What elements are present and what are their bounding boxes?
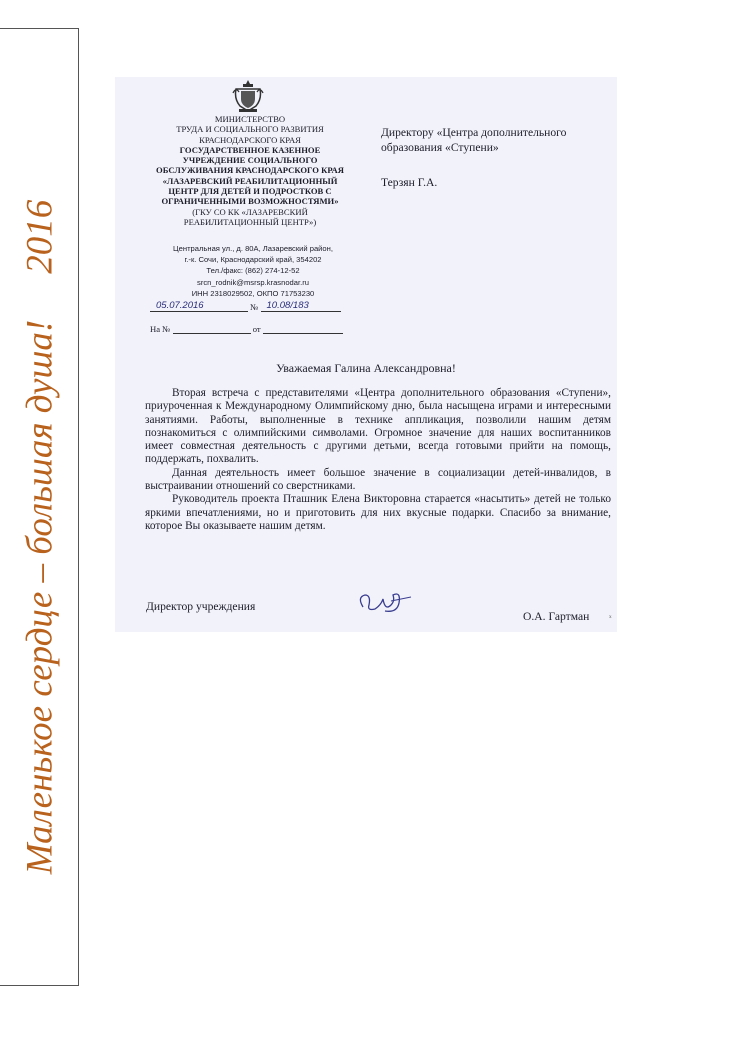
org-line: РЕАБИЛИТАЦИОННЫЙ ЦЕНТР») bbox=[183, 216, 317, 227]
signatory-name: О.А. Гартман bbox=[523, 610, 590, 623]
side-banner-slogan: Маленькое сердце – большая душа! bbox=[19, 319, 61, 875]
contact-line: Тел./факс: (862) 274-12-52 bbox=[206, 266, 300, 276]
org-line: МИНИСТЕРСТВО bbox=[214, 114, 286, 124]
reference-line bbox=[150, 323, 370, 334]
salutation: Уважаемая Галина Александровна! bbox=[276, 361, 456, 375]
paragraph: Руководитель проекта Пташник Елена Викторовна старается «насытить» детей не только яркими впечатлениями, но и приготовить для них вкусные подарки. Спасибо за внимание, которое Вы оказываете нашим детям. bbox=[145, 493, 611, 532]
contact-line: Центральная ул., д. 80А, Лазаревский район, bbox=[173, 244, 333, 253]
coat-of-arms-icon bbox=[232, 79, 264, 113]
org-line: «ЛАЗАРЕВСКИЙ РЕАБИЛИТАЦИОННЫЙ bbox=[162, 175, 338, 186]
addressee-name: Терзян Г.А. bbox=[381, 176, 438, 189]
reg-number-label: № bbox=[250, 302, 259, 312]
letter-body bbox=[145, 387, 611, 533]
org-line: УЧРЕЖДЕНИЕ СОЦИАЛЬНОГО bbox=[182, 155, 318, 166]
signatory-title: Директор учреждения bbox=[146, 600, 256, 613]
org-line: КРАСНОДАРСКОГО КРАЯ bbox=[199, 134, 301, 145]
handwritten-signature bbox=[355, 587, 415, 617]
reg-number: 10.08/183 bbox=[266, 300, 309, 311]
addressee-line: Директору «Центра дополнительного bbox=[381, 126, 567, 139]
org-line: ЦЕНТР ДЛЯ ДЕТЕЙ И ПОДРОСТКОВ С bbox=[168, 186, 332, 197]
addressee-block bbox=[381, 125, 566, 190]
reg-number-field bbox=[261, 300, 341, 312]
scanned-letter bbox=[115, 77, 617, 632]
org-line: ОБСЛУЖИВАНИЯ КРАСНОДАРСКОГО КРАЯ bbox=[156, 165, 344, 176]
side-banner bbox=[0, 28, 79, 986]
contact-line: srcn_rodnik@msrsp.krasnodar.ru bbox=[197, 277, 309, 287]
registration-line bbox=[150, 300, 360, 312]
scan-mark: ₓ bbox=[609, 609, 612, 619]
reg-date-field bbox=[150, 300, 248, 312]
organization-header bbox=[155, 114, 345, 227]
ref-date-field bbox=[263, 323, 343, 334]
paragraph: Данная деятельность имеет большое значение в социализации детей-инвалидов, в выстраивании отношений со сверстниками. bbox=[145, 466, 611, 493]
side-banner-text bbox=[19, 200, 62, 874]
reg-date: 05.07.2016 bbox=[156, 300, 204, 311]
org-line: (ГКУ СО КК «ЛАЗАРЕВСКИЙ bbox=[192, 206, 308, 217]
org-line: ГОСУДАРСТВЕННОЕ КАЗЕННОЕ bbox=[179, 144, 321, 155]
org-line: ТРУДА И СОЦИАЛЬНОГО РАЗВИТИЯ bbox=[176, 124, 324, 135]
side-banner-year: 2016 bbox=[19, 199, 61, 274]
org-line: ОГРАНИЧЕННЫМИ ВОЗМОЖНОСТЯМИ» bbox=[161, 196, 339, 207]
paragraph: Вторая встреча с представителями «Центра дополнительного образования «Ступени», приуроченная к Международному Олимпийскому дню, была насыщена играми и интересными занятиями. Работы, выполненные в технике аппликация, позволили нашим детям познакомиться с олимпийскими символами. Огромное значение для наших воспитанников имеет совместная деятельность с другими детьми, всегда готовыми прийти на помощь, поддержать, похвалить. bbox=[145, 387, 611, 466]
ref-label: На № bbox=[150, 324, 171, 334]
contact-line: ИНН 2318029502, ОКПО 71753230 bbox=[191, 288, 315, 298]
ref-from-label: от bbox=[252, 324, 261, 334]
ref-number-field bbox=[173, 323, 251, 334]
organization-contacts bbox=[153, 243, 353, 299]
contact-line: г.-к. Сочи, Краснодарский край, 354202 bbox=[184, 255, 322, 265]
addressee-line: образования «Ступени» bbox=[381, 141, 499, 154]
